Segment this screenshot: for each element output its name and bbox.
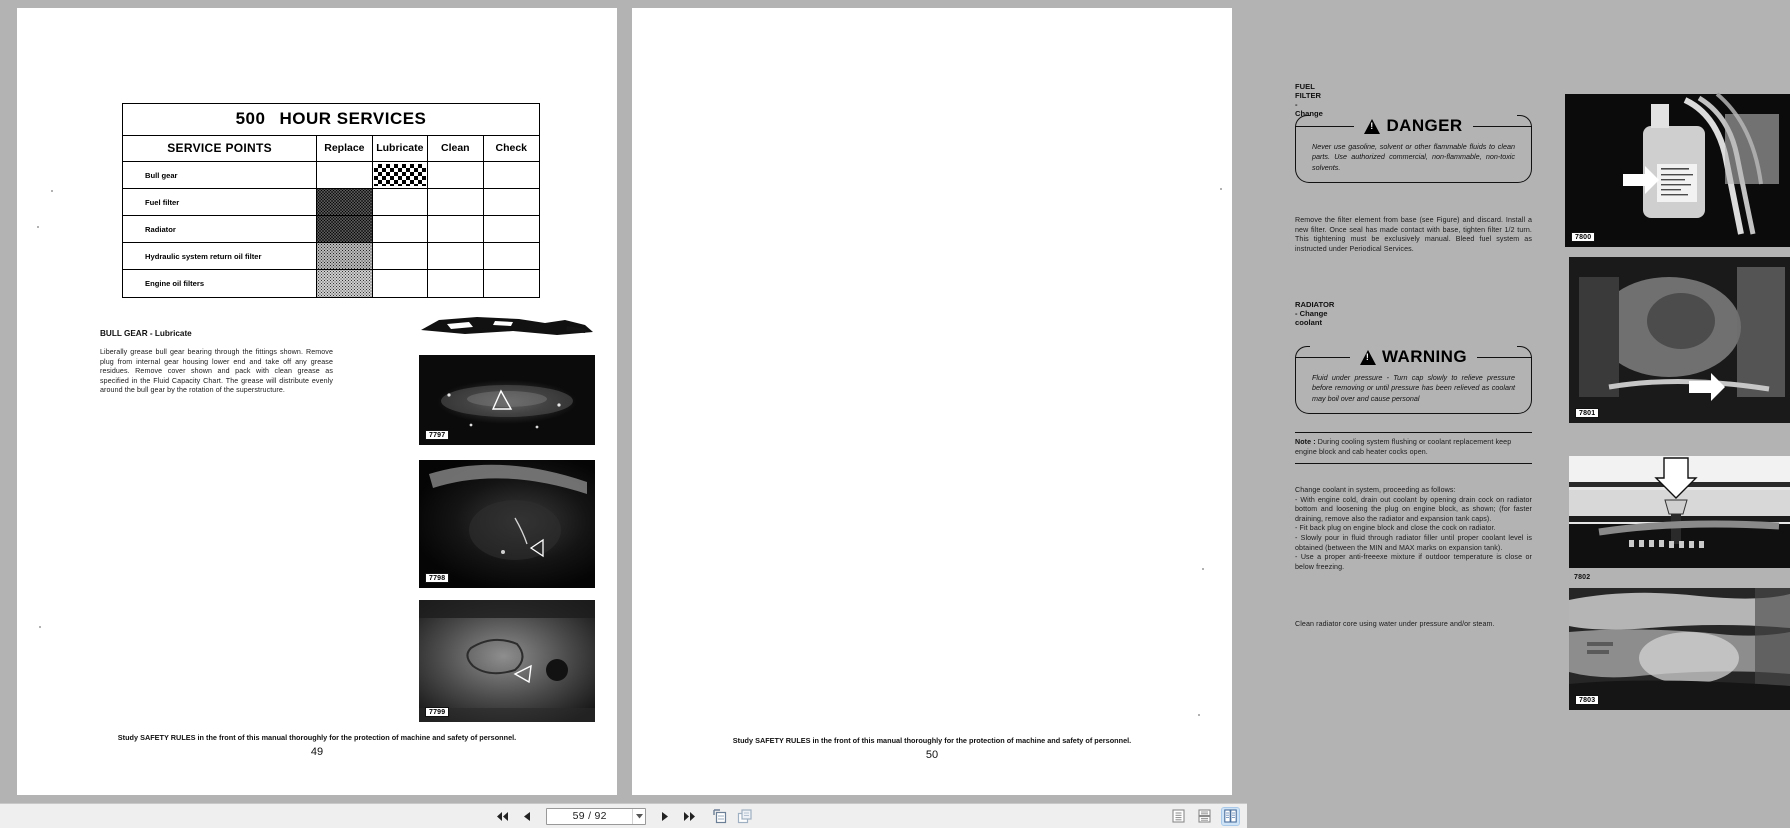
table-row xyxy=(123,216,539,243)
cell-replace xyxy=(317,243,372,269)
figure-7797 xyxy=(419,355,595,445)
table-row xyxy=(123,162,539,189)
machine-outline-illustration xyxy=(417,314,595,340)
figure-caption: 7799 xyxy=(425,707,449,717)
figure-caption: 7797 xyxy=(425,430,449,440)
cell-replace xyxy=(317,162,372,188)
cell-lubricate xyxy=(373,243,428,269)
row-label: Bull gear xyxy=(123,162,317,188)
figure-7800-overlay xyxy=(1565,94,1790,247)
table-row xyxy=(123,189,539,216)
viewer-toolbar[interactable] xyxy=(0,803,1247,828)
grey-swatch xyxy=(317,216,371,242)
note-text: During cooling system flushing or coolant replacement keep engine block and cab heater cocks open. xyxy=(1295,438,1512,456)
scan-speck xyxy=(1202,568,1204,570)
figure-7802 xyxy=(1569,456,1790,581)
radiator-heading: RADIATOR - Change coolant xyxy=(1295,300,1335,327)
page-navigation-group xyxy=(494,807,754,826)
cell-check xyxy=(484,189,539,215)
previous-page-button[interactable] xyxy=(518,807,536,826)
figure-7803-overlay xyxy=(1569,588,1790,710)
table-header-row xyxy=(123,136,539,162)
col-header-replace: Replace xyxy=(317,136,372,161)
next-page-button[interactable] xyxy=(656,807,674,826)
col-header-service-points: SERVICE POINTS xyxy=(123,136,317,161)
first-page-button[interactable] xyxy=(494,807,512,826)
cell-check xyxy=(484,216,539,242)
cell-check xyxy=(484,162,539,188)
figure-caption: 7800 xyxy=(1571,232,1595,242)
two-page-view-icon xyxy=(1224,809,1237,823)
fit-width-icon xyxy=(737,809,752,823)
page-footer-left xyxy=(17,733,617,758)
table-title-text: HOUR SERVICES xyxy=(279,109,427,128)
cell-check xyxy=(484,270,539,297)
cell-check xyxy=(484,243,539,269)
figure-caption: 7802 xyxy=(1574,573,1591,581)
page-indicator-text: 59 / 92 xyxy=(572,810,607,822)
last-page-icon xyxy=(683,811,696,822)
scan-speck xyxy=(39,626,41,628)
row-label: Engine oil filters xyxy=(123,270,317,297)
cell-clean xyxy=(428,270,483,297)
figure-7798 xyxy=(419,460,595,588)
service-schedule-table xyxy=(122,103,540,298)
cell-clean xyxy=(428,189,483,215)
grey-swatch xyxy=(317,243,371,269)
document-page-left[interactable] xyxy=(17,8,617,795)
figure-7799 xyxy=(419,600,595,722)
figure-caption: 7801 xyxy=(1575,408,1599,418)
chevron-right-icon xyxy=(660,811,670,822)
continuous-view-button[interactable] xyxy=(1196,808,1213,825)
warning-alert-box xyxy=(1295,346,1532,414)
scan-speck xyxy=(37,226,39,228)
scan-speck xyxy=(1220,188,1222,190)
warning-title: WARNING xyxy=(1382,347,1467,366)
row-label: Radiator xyxy=(123,216,317,242)
note-label: Note : xyxy=(1295,438,1316,446)
cell-replace xyxy=(317,270,372,297)
row-label: Hydraulic system return oil filter xyxy=(123,243,317,269)
figure-7801-overlay xyxy=(1569,257,1790,423)
table-row xyxy=(123,270,539,297)
single-page-view-icon xyxy=(1172,809,1185,823)
coolant-procedure-body: Change coolant in system, proceeding as follows: - With engine cold, drain out coolant by opening drain cock on radiator bottom and loosening the plug on engine block, as shown; (for faster draining, remove also the radiator and expansion tank caps). - Fit back plug on engine block and close the cock on radiator. - Slowly pour in fluid through radiator filler until proper coolant level is obtained (between the MIN and MAX marks on expansion tank). - Use a proper anti-freeexe mixture if outdoor temperature is close or below freezing. xyxy=(1295,486,1532,571)
grey-swatch xyxy=(317,270,371,297)
first-page-icon xyxy=(496,811,509,822)
note-block xyxy=(1295,432,1532,464)
table-row xyxy=(123,243,539,270)
two-page-view-button[interactable] xyxy=(1222,808,1239,825)
col-header-lubricate: Lubricate xyxy=(373,136,428,161)
view-mode-group xyxy=(1170,808,1239,825)
warning-text: Fluid under pressure - Turn cap slowly to relieve pressure before removing or until pressure has been relieved as coolant may boil over and cause personal xyxy=(1312,373,1515,403)
danger-alert-box xyxy=(1295,115,1532,183)
figure-7799-overlay xyxy=(419,600,595,722)
col-header-check: Check xyxy=(495,142,528,154)
table-title xyxy=(123,104,539,136)
chevron-left-icon xyxy=(522,811,532,822)
col-header-clean: Clean xyxy=(428,136,483,161)
checker-swatch xyxy=(374,164,426,186)
scan-speck xyxy=(51,190,53,192)
danger-text: Never use gasoline, solvent or other flammable fluids to clean parts. Use authorized commercial, non-flammable, non-toxic solvents. xyxy=(1312,142,1515,172)
danger-title: DANGER xyxy=(1386,116,1463,135)
page-number: 49 xyxy=(310,746,324,758)
bull-gear-heading: BULL GEAR - Lubricate xyxy=(100,329,192,338)
figure-caption: 7803 xyxy=(1575,695,1599,705)
cell-lubricate xyxy=(373,189,428,215)
figure-7801 xyxy=(1569,257,1790,423)
fuel-filter-body: Remove the filter element from base (see Figure) and discard. Install a new filter. Once seal has made contact with base, tighten filter 1/2 turn. This tightening must be exclusively manual. Bleed fuel system as instructed under Periodical Services. xyxy=(1295,216,1532,253)
scan-speck xyxy=(1198,714,1200,716)
cell-lubricate xyxy=(373,162,428,188)
row-label: Fuel filter xyxy=(123,189,317,215)
page-number-input[interactable] xyxy=(546,808,646,825)
fit-page-button[interactable] xyxy=(711,807,729,826)
chevron-down-icon[interactable] xyxy=(632,809,645,824)
single-page-view-button[interactable] xyxy=(1170,808,1187,825)
fuel-filter-heading: FUEL FILTER - Change xyxy=(1295,82,1323,118)
fit-page-icon xyxy=(713,809,728,823)
figure-7803 xyxy=(1569,588,1790,710)
cell-replace xyxy=(317,216,372,242)
grey-swatch xyxy=(317,189,371,215)
clean-radiator-body: Clean radiator core using water under pressure and/or steam. xyxy=(1295,620,1495,628)
figure-caption: 7798 xyxy=(425,573,449,583)
cell-clean xyxy=(428,216,483,242)
safety-footer-text: Study SAFETY RULES in the front of this manual thoroughly for the protection of machine and safety of personnel. xyxy=(732,736,1132,745)
fit-width-button[interactable] xyxy=(735,807,753,826)
cell-clean xyxy=(428,162,483,188)
figure-7802-overlay xyxy=(1569,456,1790,568)
cell-clean xyxy=(428,243,483,269)
safety-footer-text: Study SAFETY RULES in the front of this manual thoroughly for the protection of machine and safety of personnel. xyxy=(117,733,517,742)
cell-lubricate xyxy=(373,270,428,297)
last-page-button[interactable] xyxy=(681,807,699,826)
figure-7798-overlay xyxy=(419,460,595,588)
page-number: 50 xyxy=(925,749,939,761)
continuous-view-icon xyxy=(1198,809,1211,823)
table-title-number: 500 xyxy=(235,109,266,128)
figure-7800 xyxy=(1565,94,1790,247)
figure-illustration-top xyxy=(417,314,595,340)
page-footer-right xyxy=(632,736,1232,761)
document-page-right[interactable] xyxy=(632,8,1596,795)
cell-replace xyxy=(317,189,372,215)
bull-gear-body: Liberally grease bull gear bearing through the fittings shown. Remove plug from internal gear housing lower end and take off any grease residues. Remove cover shown and pack with clean grease as specified in the Fluid Capacity Chart. The grease will distribute evenly around the bull gear by the rotation of the superstructure. xyxy=(100,348,333,395)
cell-lubricate xyxy=(373,216,428,242)
